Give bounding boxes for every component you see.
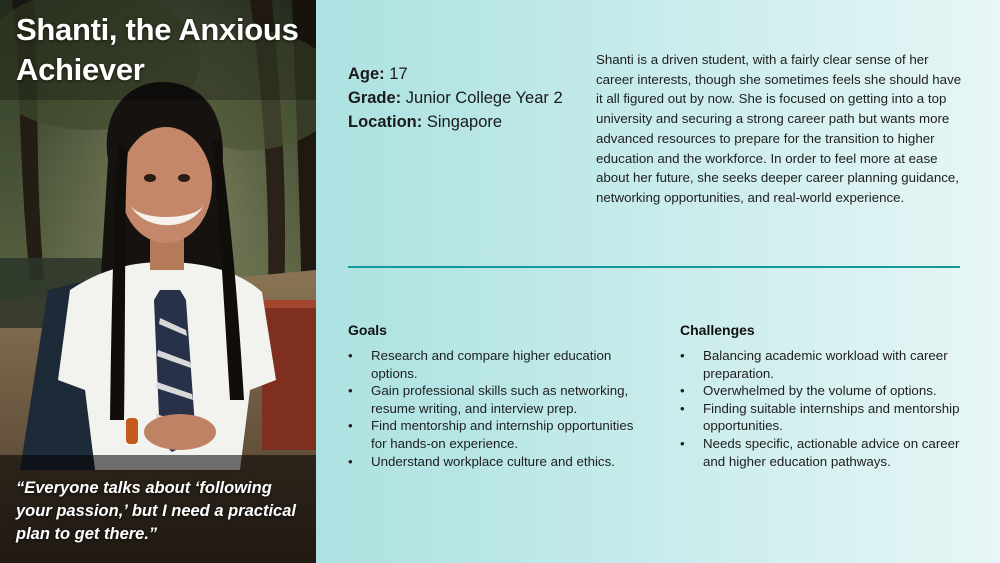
goal-text: Find mentorship and internship opportunities for hands-on experience. xyxy=(371,418,634,451)
persona-title: Shanti, the Anxious Achiever xyxy=(16,12,299,87)
list-item xyxy=(680,435,970,470)
goals-heading: Goals xyxy=(348,322,387,338)
bullet-icon: • xyxy=(680,435,685,451)
challenge-text: Balancing academic workload with career preparation. xyxy=(703,348,948,381)
section-divider xyxy=(348,266,960,268)
fact-grade xyxy=(348,86,563,110)
bullet-icon: • xyxy=(348,383,353,399)
fact-location xyxy=(348,110,563,134)
bullet-icon: • xyxy=(680,383,685,399)
fact-value: Singapore xyxy=(426,113,503,131)
persona-photo xyxy=(0,0,316,563)
challenge-text: Needs specific, actionable advice on career and higher education pathways. xyxy=(703,435,960,469)
fact-label: Grade: xyxy=(348,89,402,107)
challenges-list xyxy=(680,347,970,470)
challenge-text: Finding suitable internships and mentorship opportunities. xyxy=(703,400,960,434)
goal-text: Gain professional skills such as networking, resume writing, and interview prep. xyxy=(371,383,629,416)
profile-facts xyxy=(348,62,563,134)
goals-list xyxy=(348,347,648,470)
fact-label: Location: xyxy=(348,113,423,131)
list-item xyxy=(348,453,648,471)
goals-section xyxy=(348,321,648,470)
fact-label: Age: xyxy=(348,65,385,83)
list-item xyxy=(348,347,648,382)
bullet-icon: • xyxy=(348,453,353,469)
list-item xyxy=(348,417,648,452)
goal-text: Understand workplace culture and ethics. xyxy=(371,453,615,469)
bullet-icon: • xyxy=(348,418,353,434)
challenges-section xyxy=(680,321,970,470)
challenges-heading: Challenges xyxy=(680,322,755,338)
bullet-icon: • xyxy=(680,348,685,363)
list-item xyxy=(680,382,970,400)
list-item xyxy=(680,400,970,435)
fact-age xyxy=(348,62,563,86)
goal-text: Research and compare higher education options. xyxy=(371,348,612,381)
persona-summary: Shanti is a driven student, with a fairly clear sense of her career interests, though she sometimes feels she should have it all figured out by now. She is focused on getting into a top university and securing a strong career path but wants more advanced resources to prepare for the transition to higher education and the workforce. In order to feel more at ease about her future, she seeks deeper career planning guidance, networking opportunities, and real-world experience. xyxy=(596,52,962,205)
list-item xyxy=(348,382,648,417)
list-item xyxy=(680,347,970,382)
bullet-icon: • xyxy=(348,348,353,363)
fact-value: Junior College Year 2 xyxy=(405,89,563,107)
challenge-text: Overwhelmed by the volume of options. xyxy=(703,383,937,399)
bullet-icon: • xyxy=(680,400,685,416)
persona-quote: “Everyone talks about ‘following your passion,’ but I need a practical plan to get there.” xyxy=(16,479,296,543)
fact-value: 17 xyxy=(389,65,408,83)
